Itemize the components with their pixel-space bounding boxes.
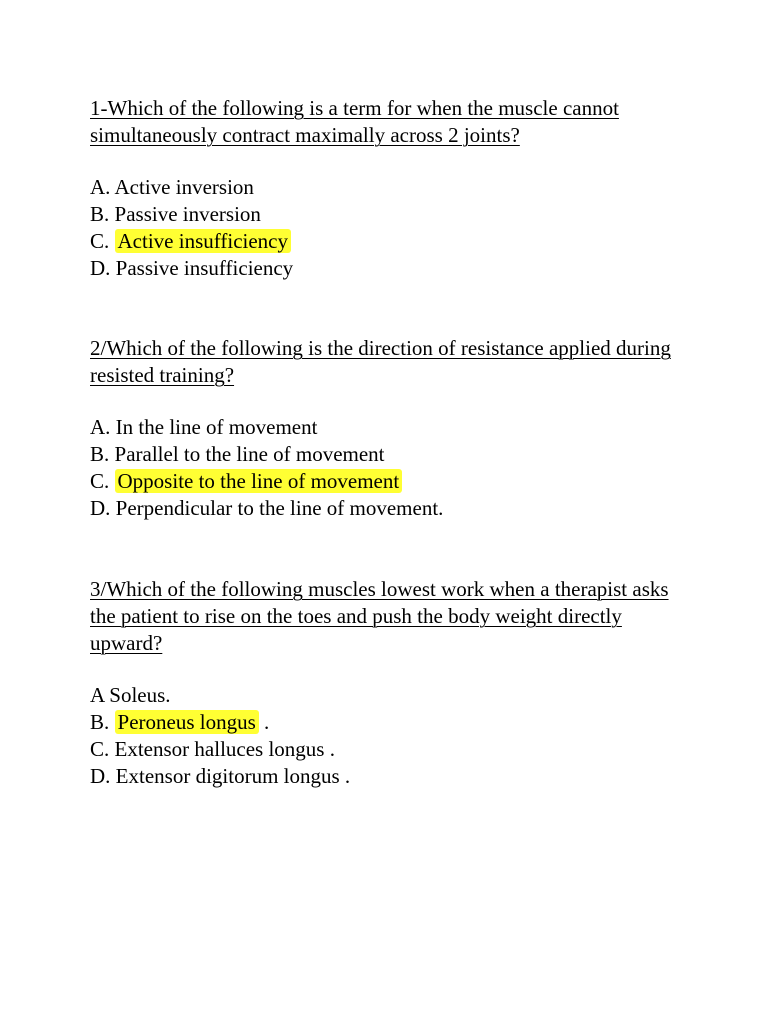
option-a [90,174,690,201]
option-b [90,709,690,736]
highlighted-answer: Active insufficiency [115,229,291,253]
option-text: Active inversion [114,175,254,199]
question-text: 1-Which of the following is a term for when the muscle cannot simultaneously contract maximally across 2 joints? [90,96,619,147]
options-list [90,174,690,282]
option-d [90,763,690,790]
question-3 [90,576,690,790]
highlighted-answer: Opposite to the line of movement [115,469,403,493]
option-text: Passive inversion [114,202,261,226]
option-letter: D. [90,764,111,788]
option-letter: D. [90,496,111,520]
question-text: 3/Which of the following muscles lowest work when a therapist asks the patient to rise on the toes and push the body weight directly upward? [90,577,669,655]
option-letter: A. [90,175,111,199]
option-text: In the line of movement [115,415,318,439]
option-text: Passive insufficiency [115,256,294,280]
option-letter: B. [90,202,110,226]
options-list [90,414,690,522]
question-2 [90,335,690,522]
question-text: 2/Which of the following is the direction of resistance applied during resisted training? [90,336,671,387]
highlighted-answer: Peroneus longus [115,710,259,734]
option-b [90,201,690,228]
option-b [90,441,690,468]
option-c [90,736,690,763]
option-letter: C. [90,229,110,253]
option-c [90,228,690,255]
option-a [90,414,690,441]
option-text: Extensor digitorum longus . [115,764,351,788]
option-letter: A [90,683,105,707]
option-text: Perpendicular to the line of movement. [115,496,444,520]
options-list [90,682,690,790]
question-1 [90,95,690,282]
option-text: Soleus. [109,683,171,707]
option-d [90,255,690,282]
option-letter: D. [90,256,111,280]
option-text: Extensor halluces longus . [114,737,335,761]
option-text: Parallel to the line of movement [114,442,385,466]
option-letter: A. [90,415,111,439]
option-suffix: . [258,710,270,734]
option-letter: B. [90,710,110,734]
option-letter: B. [90,442,110,466]
option-d [90,495,690,522]
option-letter: C. [90,469,110,493]
option-letter: C. [90,737,110,761]
option-c [90,468,690,495]
option-a [90,682,690,709]
